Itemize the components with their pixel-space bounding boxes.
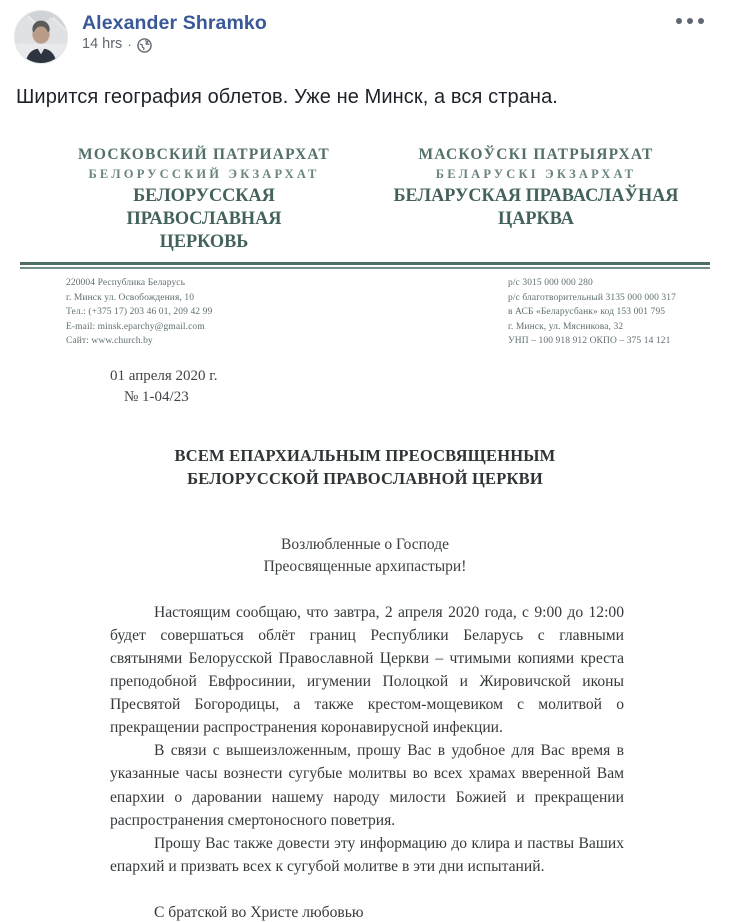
post-timestamp[interactable]: 14 hrs (82, 36, 123, 53)
letterhead-divider (20, 262, 710, 269)
globe-icon[interactable] (137, 38, 152, 53)
document-date-block (110, 366, 716, 410)
post-header (0, 0, 730, 68)
document-title-line1: ВСЕМ ЕПАРХИАЛЬНЫМ ПРЕОСВЯЩЕННЫМ (174, 446, 556, 466)
letterhead-by-line1: МАСКОЎСКІ ПАТРЫЯРХАТ (418, 146, 654, 163)
document-paragraph-3: Прошу Вас также довести эту информацию до клира и паствы Ваших епархий и призвать всех к сугубой молитве в эти дни испытаний. (110, 834, 624, 875)
document-letterhead (14, 145, 716, 253)
tax-ids: УНП – 100 918 912 ОКПО – 375 14 121 (507, 336, 671, 347)
post-meta (82, 37, 267, 53)
letterhead-by-line3b: ЦАРКВА (498, 208, 574, 230)
document-contacts (14, 269, 716, 348)
document-paragraph-1: Настоящим сообщаю, что завтра, 2 апреля 2020 года, с 9:00 до 12:00 будет совершаться облёт границ Республики Беларусь с главными святынями Белорусской Православной Церкви – чтимыми копиями креста преподобной Евфросинии, игумении Полоцкой и Жировичской иконы Пресвятой Богородицы, а также крестом-мощевиком с молитвой о прекращении распространения коронавирусной инфекции. (110, 603, 624, 737)
document-title-line2: БЕЛОРУССКОЙ ПРАВОСЛАВНОЙ ЦЕРКВИ (187, 468, 543, 488)
salutation-line1: Возлюбленные о Господе (280, 535, 449, 553)
letterhead-ru-line2: БЕЛОРУССКИЙ ЭКЗАРХАТ (88, 167, 320, 182)
avatar[interactable] (14, 10, 68, 64)
meta-separator: · (127, 37, 132, 53)
bank-name-code: в АСБ «Беларусбанк» код 153 001 795 (507, 307, 666, 318)
contacts-left (66, 276, 212, 348)
more-options-icon[interactable] (672, 14, 708, 28)
contacts-right (508, 276, 676, 348)
document-salutation (14, 534, 716, 579)
bank-account: р/с 3015 000 000 280 (507, 278, 593, 289)
bank-charity-account: р/с благотворительный 3135 000 000 317 (507, 292, 676, 303)
letterhead-russian (54, 145, 354, 253)
document-closing: С братской во Христе любовью (154, 903, 364, 921)
post-message: Ширится география облетов. Уже не Минск, а вся страна. (16, 86, 558, 108)
bank-address: г. Минск, ул. Мясникова, 32 (507, 321, 624, 332)
letterhead-by-line3a: БЕЛАРУСКАЯ ПРАВАСЛАЎНАЯ (393, 184, 679, 206)
letterhead-ru-line3a: БЕЛОРУССКАЯ ПРАВОСЛАВНАЯ (126, 184, 282, 230)
letterhead-by-line2: БЕЛАРУСКІ ЭКЗАРХАТ (435, 167, 637, 182)
document-paragraph-2: В связи с вышеизложенным, прошу Вас в удобное для Вас время в указанные часы вознести сугубые молитвы во всех храмах вверенной Вам епархии о даровании нашему народу милости Божией и прекращении распространения смертоносного поветрия. (110, 742, 624, 829)
contact-email: E-mail: minsk.eparchy@gmail.com (66, 321, 205, 332)
contact-phone: Тел.: (+375 17) 203 46 01, 209 42 99 (66, 307, 213, 318)
contact-address-street: г. Минск ул. Освобождения, 10 (66, 292, 195, 303)
document-title (14, 445, 716, 490)
dot-3 (698, 18, 704, 24)
letterhead-belarusian (386, 145, 686, 253)
document-body (110, 601, 624, 878)
author-name[interactable]: Alexander Shramko (82, 12, 267, 34)
letterhead-ru-line3b: ЦЕРКОВЬ (159, 231, 249, 253)
salutation-line2: Преосвященные архипастыри! (263, 558, 467, 576)
dot-2 (687, 18, 693, 24)
document-date: 01 апреля 2020 г. (110, 367, 218, 384)
document-number: № 1-04/23 (124, 389, 189, 406)
letterhead-ru-line1: МОСКОВСКИЙ ПАТРИАРХАТ (78, 146, 330, 163)
contact-address-country: 220004 Республика Беларусь (66, 278, 186, 289)
contact-website: Сайт: www.church.by (66, 336, 153, 347)
avatar-photo (15, 11, 67, 63)
post-author-block (82, 10, 267, 53)
attached-document-image[interactable] (0, 145, 730, 922)
dot-1 (676, 18, 682, 24)
